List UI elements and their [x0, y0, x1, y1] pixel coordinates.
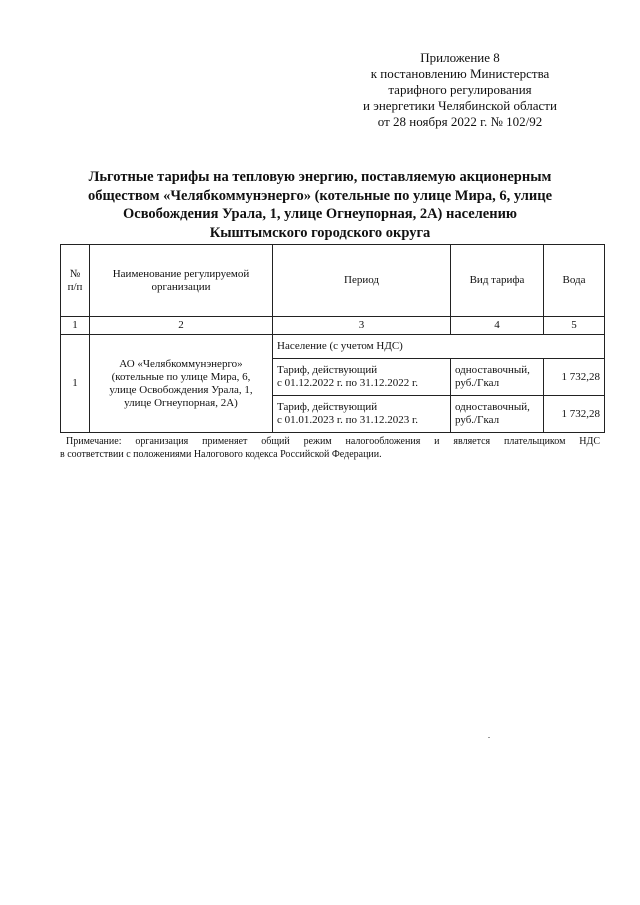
title-line: Кыштымского городского округа [209, 224, 431, 241]
scan-speck [488, 737, 490, 738]
table-header-row [61, 245, 605, 317]
tariff-unit: руб./Гкал [455, 414, 500, 426]
period-dates: с 01.12.2022 г. по 31.12.2022 г. [277, 377, 419, 389]
footnote [60, 436, 600, 461]
table-row [61, 335, 605, 359]
title-line: Освобождения Урала, 1, улице Огнеупорная, 2А) населению [122, 206, 518, 222]
title-line: обществом «Челябкоммунэнерго» (котельные по улице Мира, 6, улице [87, 187, 553, 204]
tariff-type: одноставочный, [455, 401, 530, 413]
tariff-table [60, 244, 605, 433]
tariff-type-cell [451, 396, 544, 433]
footnote-line: Примечание: организация применяет общий режим налогообложения и является плательщиком НДС [66, 436, 600, 447]
column-number-cell: 2 [90, 317, 273, 335]
tariff-unit: руб./Гкал [455, 377, 500, 389]
appendix-ref-line: к постановлению Министерства [370, 66, 550, 81]
organization-name: АО «Челябкоммунэнерго» [119, 357, 243, 370]
column-number-cell: 5 [544, 317, 605, 335]
header-number-abbr: п/п [67, 280, 83, 293]
column-number-row [61, 317, 605, 335]
header-cell-organization: Наименование регулируемой организации [90, 245, 273, 317]
organization-cell [90, 335, 273, 433]
header-cell-water: Вода [544, 245, 605, 317]
title-line: Льготные тарифы на тепловую энергию, поставляемую акционерным [88, 169, 552, 185]
period-dates: с 01.01.2023 г. по 31.12.2023 г. [277, 414, 419, 426]
tariff-type: одноставочный, [455, 364, 530, 376]
organization-detail-line: улице Освобождения Урала, 1, [109, 383, 253, 396]
period-cell [273, 396, 451, 433]
appendix-header [330, 50, 590, 130]
header-cell-tariff-type: Вид тарифа [451, 245, 544, 317]
footnote-line: в соответствии с положениями Налогового кодекса Российской Федерации. [60, 448, 382, 460]
organization-detail-line: (котельные по улице Мира, 6, [111, 370, 251, 383]
column-number-cell: 4 [451, 317, 544, 335]
consumer-group-cell: Население (с учетом НДС) [273, 335, 605, 359]
header-cell-period: Период [273, 245, 451, 317]
column-number-cell: 3 [273, 317, 451, 335]
organization-detail-line: улице Огнеупорная, 2А) [124, 396, 238, 409]
water-value-cell: 1 732,28 [544, 396, 605, 433]
appendix-number: Приложение 8 [420, 50, 500, 65]
row-number-cell: 1 [61, 335, 90, 433]
document-title [60, 168, 580, 242]
column-number-cell: 1 [61, 317, 90, 335]
water-value-cell: 1 732,28 [544, 359, 605, 396]
appendix-ref-line: и энергетики Челябинской области [363, 98, 557, 113]
header-cell-number [61, 245, 90, 317]
appendix-ref-line: тарифного регулирования [388, 82, 532, 97]
period-label: Тариф, действующий [277, 364, 378, 376]
period-label: Тариф, действующий [277, 401, 378, 413]
period-cell [273, 359, 451, 396]
tariff-type-cell [451, 359, 544, 396]
header-number-sign: № [69, 267, 81, 280]
appendix-date-number: от 28 ноября 2022 г. № 102/92 [377, 114, 543, 129]
